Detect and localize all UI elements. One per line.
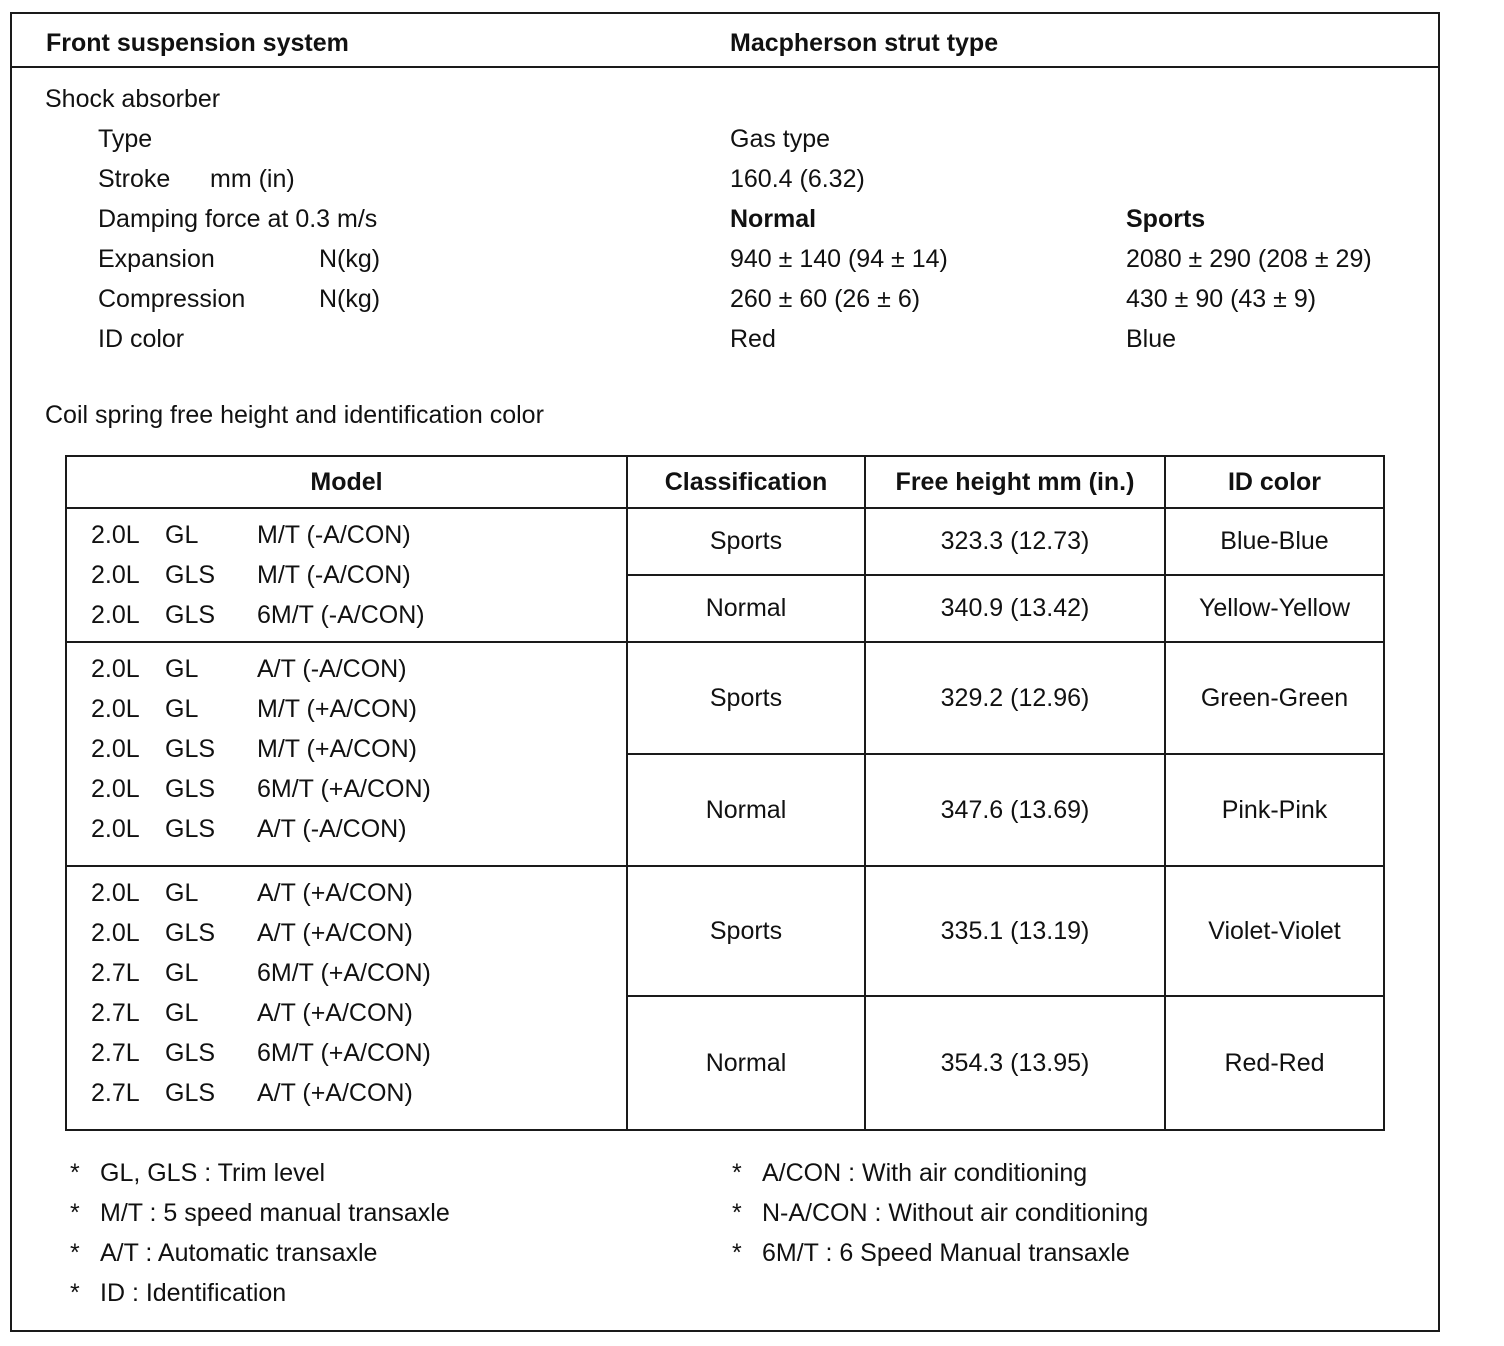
header-title: Front suspension system (46, 29, 349, 57)
model-line (91, 873, 626, 913)
classification-cell: Sports (627, 642, 865, 754)
footnote-text: 6M/T : 6 Speed Manual transaxle (762, 1239, 1130, 1267)
header-divider (12, 66, 1438, 68)
model-trim: GLS (165, 601, 216, 629)
model-line (91, 689, 626, 729)
model-trim: GLS (165, 919, 216, 947)
model-transmission: 6M/T (+A/CON) (257, 775, 431, 803)
model-line (91, 769, 626, 809)
footnote-text: N-A/CON : Without air conditioning (762, 1199, 1149, 1227)
id-color-label: ID color (98, 325, 185, 353)
header-value: Macpherson strut type (730, 29, 999, 57)
model-transmission: A/T (+A/CON) (257, 919, 413, 947)
classification-cell: Normal (627, 575, 865, 642)
compression-sports: 430 ± 90 (43 ± 9) (1126, 285, 1317, 313)
free-height-cell: 323.3 (12.73) (865, 508, 1165, 575)
model-engine: 2.0L (91, 561, 140, 589)
compression-unit: N(kg) (319, 285, 381, 313)
shock-absorber-heading: Shock absorber (45, 85, 221, 113)
model-transmission: M/T (+A/CON) (257, 695, 417, 723)
asterisk-bullet: * (70, 1239, 80, 1267)
header-model: Model (66, 456, 627, 508)
coil-table-header-row (66, 456, 1384, 508)
header-classification: Classification (627, 456, 865, 508)
model-trim: GL (165, 521, 199, 549)
model-transmission: M/T (-A/CON) (257, 561, 411, 589)
footnote-text: ID : Identification (100, 1279, 287, 1307)
model-transmission: 6M/T (-A/CON) (257, 601, 425, 629)
id-color-cell: Green-Green (1165, 642, 1384, 754)
header-id-color: ID color (1165, 456, 1384, 508)
type-label: Type (98, 125, 153, 153)
footnote-text: A/T : Automatic transaxle (100, 1239, 378, 1267)
model-line (91, 953, 626, 993)
footnote-item (70, 1158, 325, 1188)
footnote-item (70, 1238, 377, 1268)
id-color-cell: Blue-Blue (1165, 508, 1384, 575)
stroke-label: Stroke (98, 165, 171, 193)
footnote-item (732, 1158, 1087, 1188)
model-cell (66, 508, 627, 642)
model-engine: 2.7L (91, 1079, 140, 1107)
model-engine: 2.0L (91, 879, 140, 907)
sports-column-heading: Sports (1126, 205, 1206, 233)
model-transmission: A/T (+A/CON) (257, 999, 413, 1027)
expansion-label: Expansion (98, 245, 215, 273)
model-cell (66, 642, 627, 866)
asterisk-bullet: * (70, 1159, 80, 1187)
asterisk-bullet: * (732, 1199, 742, 1227)
model-engine: 2.0L (91, 775, 140, 803)
stroke-unit: mm (in) (210, 165, 295, 193)
coil-spring-table (65, 455, 1385, 1131)
asterisk-bullet: * (70, 1199, 80, 1227)
expansion-sports: 2080 ± 290 (208 ± 29) (1126, 245, 1372, 273)
footnote-item (732, 1198, 1148, 1228)
type-value: Gas type (730, 125, 831, 153)
damping-label: Damping force at 0.3 m/s (98, 205, 378, 233)
model-transmission: 6M/T (+A/CON) (257, 1039, 431, 1067)
footnote-text: M/T : 5 speed manual transaxle (100, 1199, 450, 1227)
id-color-normal: Red (730, 325, 776, 353)
model-engine: 2.7L (91, 1039, 140, 1067)
id-color-cell: Yellow-Yellow (1165, 575, 1384, 642)
model-engine: 2.0L (91, 695, 140, 723)
model-trim: GLS (165, 561, 216, 589)
model-transmission: A/T (-A/CON) (257, 655, 407, 683)
model-line (91, 555, 626, 595)
model-engine: 2.0L (91, 815, 140, 843)
classification-cell: Normal (627, 996, 865, 1130)
free-height-cell: 354.3 (13.95) (865, 996, 1165, 1130)
free-height-cell: 340.9 (13.42) (865, 575, 1165, 642)
model-line (91, 913, 626, 953)
free-height-cell: 335.1 (13.19) (865, 866, 1165, 996)
classification-cell: Sports (627, 866, 865, 996)
model-transmission: 6M/T (+A/CON) (257, 959, 431, 987)
footnote-item (732, 1238, 1130, 1268)
asterisk-bullet: * (732, 1239, 742, 1267)
model-line (91, 1073, 626, 1113)
spec-sheet-frame (10, 12, 1440, 1332)
id-color-cell: Pink-Pink (1165, 754, 1384, 866)
model-trim: GL (165, 655, 199, 683)
model-cell (66, 866, 627, 1130)
model-engine: 2.7L (91, 959, 140, 987)
footnote-text: GL, GLS : Trim level (100, 1159, 326, 1187)
footnote-item (70, 1278, 286, 1308)
normal-column-heading: Normal (730, 205, 817, 233)
model-trim: GLS (165, 1039, 216, 1067)
table-row (66, 866, 1384, 996)
model-line (91, 729, 626, 769)
model-engine: 2.0L (91, 601, 140, 629)
model-engine: 2.0L (91, 655, 140, 683)
model-engine: 2.7L (91, 999, 140, 1027)
id-color-cell: Red-Red (1165, 996, 1384, 1130)
model-line (91, 809, 626, 849)
model-line (91, 1033, 626, 1073)
model-trim: GL (165, 959, 199, 987)
model-transmission: M/T (+A/CON) (257, 735, 417, 763)
model-trim: GLS (165, 775, 216, 803)
model-transmission: A/T (+A/CON) (257, 1079, 413, 1107)
expansion-unit: N(kg) (319, 245, 381, 273)
free-height-cell: 347.6 (13.69) (865, 754, 1165, 866)
model-trim: GLS (165, 735, 216, 763)
model-line (91, 649, 626, 689)
table-row (66, 642, 1384, 754)
model-engine: 2.0L (91, 919, 140, 947)
footnote-text: A/CON : With air conditioning (762, 1159, 1088, 1187)
classification-cell: Normal (627, 754, 865, 866)
free-height-cell: 329.2 (12.96) (865, 642, 1165, 754)
model-trim: GL (165, 879, 199, 907)
stroke-value: 160.4 (6.32) (730, 165, 865, 193)
id-color-cell: Violet-Violet (1165, 866, 1384, 996)
expansion-normal: 940 ± 140 (94 ± 14) (730, 245, 948, 273)
model-engine: 2.0L (91, 735, 140, 763)
model-trim: GL (165, 999, 199, 1027)
header-free-height: Free height mm (in.) (865, 456, 1165, 508)
classification-cell: Sports (627, 508, 865, 575)
model-engine: 2.0L (91, 521, 140, 549)
model-line (91, 515, 626, 555)
model-trim: GLS (165, 815, 216, 843)
model-transmission: M/T (-A/CON) (257, 521, 411, 549)
id-color-sports: Blue (1126, 325, 1177, 353)
coil-spring-heading: Coil spring free height and identification color (45, 401, 544, 429)
model-transmission: A/T (-A/CON) (257, 815, 407, 843)
model-line (91, 993, 626, 1033)
model-trim: GLS (165, 1079, 216, 1107)
compression-normal: 260 ± 60 (26 ± 6) (730, 285, 921, 313)
model-line (91, 595, 626, 635)
asterisk-bullet: * (70, 1279, 80, 1307)
footnote-item (70, 1198, 450, 1228)
model-trim: GL (165, 695, 199, 723)
asterisk-bullet: * (732, 1159, 742, 1187)
compression-label: Compression (98, 285, 246, 313)
model-transmission: A/T (+A/CON) (257, 879, 413, 907)
table-row (66, 508, 1384, 575)
